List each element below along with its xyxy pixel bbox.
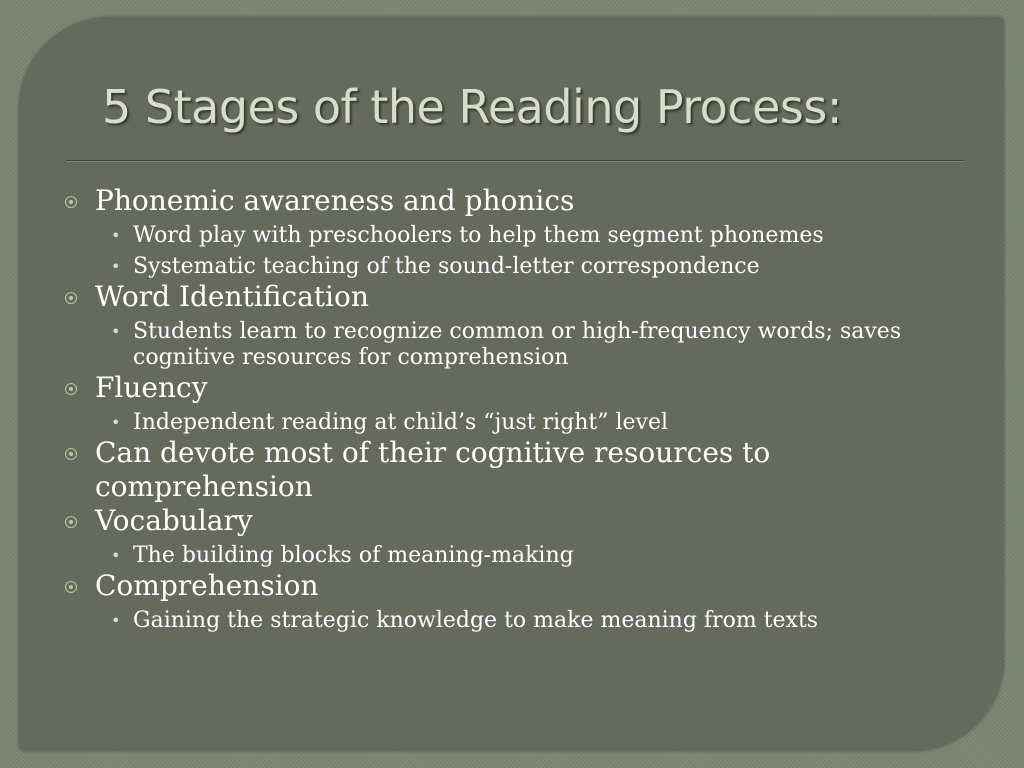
dot-bullet-icon: • (111, 546, 121, 565)
bullet-text: Can devote most of their cognitive resources to comprehension (95, 436, 771, 503)
dot-bullet-icon: • (111, 257, 121, 276)
bullet-text: Fluency (95, 371, 208, 404)
sub-bullet-text: The building blocks of meaning-making (133, 543, 574, 568)
sub-bullet-item (62, 410, 982, 436)
circled-dot-bullet-icon (65, 383, 77, 395)
bullet-item (62, 569, 982, 603)
sub-bullet-item (62, 254, 982, 280)
bullet-text: Word Identification (95, 280, 369, 313)
slide-content (62, 184, 982, 634)
bullet-item (62, 184, 982, 218)
sub-bullet-item (62, 543, 982, 569)
slide-title: 5 Stages of the Reading Process: (102, 80, 842, 134)
sub-bullet-item (62, 223, 982, 249)
dot-bullet-icon: • (111, 322, 121, 341)
bullet-text: Phonemic awareness and phonics (95, 184, 575, 217)
circled-dot-bullet-icon (65, 516, 77, 528)
title-divider (66, 160, 963, 162)
bullet-text: Vocabulary (95, 504, 253, 537)
bullet-text: Comprehension (95, 569, 319, 602)
sub-bullet-text: Gaining the strategic knowledge to make meaning from texts (133, 608, 819, 633)
bullet-item (62, 280, 982, 314)
bullet-item (62, 504, 982, 538)
sub-bullet-item (62, 319, 982, 371)
sub-bullet-text: Independent reading at child’s “just right” level (133, 410, 669, 435)
sub-bullet-text: Students learn to recognize common or high-frequency words; saves cognitive resources for comprehension (133, 319, 902, 370)
dot-bullet-icon: • (111, 226, 121, 245)
bullet-item (62, 371, 982, 405)
dot-bullet-icon: • (111, 611, 121, 630)
dot-bullet-icon: • (111, 413, 121, 432)
sub-bullet-text: Systematic teaching of the sound-letter correspondence (133, 254, 760, 279)
circled-dot-bullet-icon (65, 196, 77, 208)
circled-dot-bullet-icon (65, 448, 77, 460)
bullet-item (62, 436, 982, 504)
circled-dot-bullet-icon (65, 292, 77, 304)
sub-bullet-text: Word play with preschoolers to help them segment phonemes (133, 223, 824, 248)
sub-bullet-item (62, 608, 982, 634)
circled-dot-bullet-icon (65, 581, 77, 593)
